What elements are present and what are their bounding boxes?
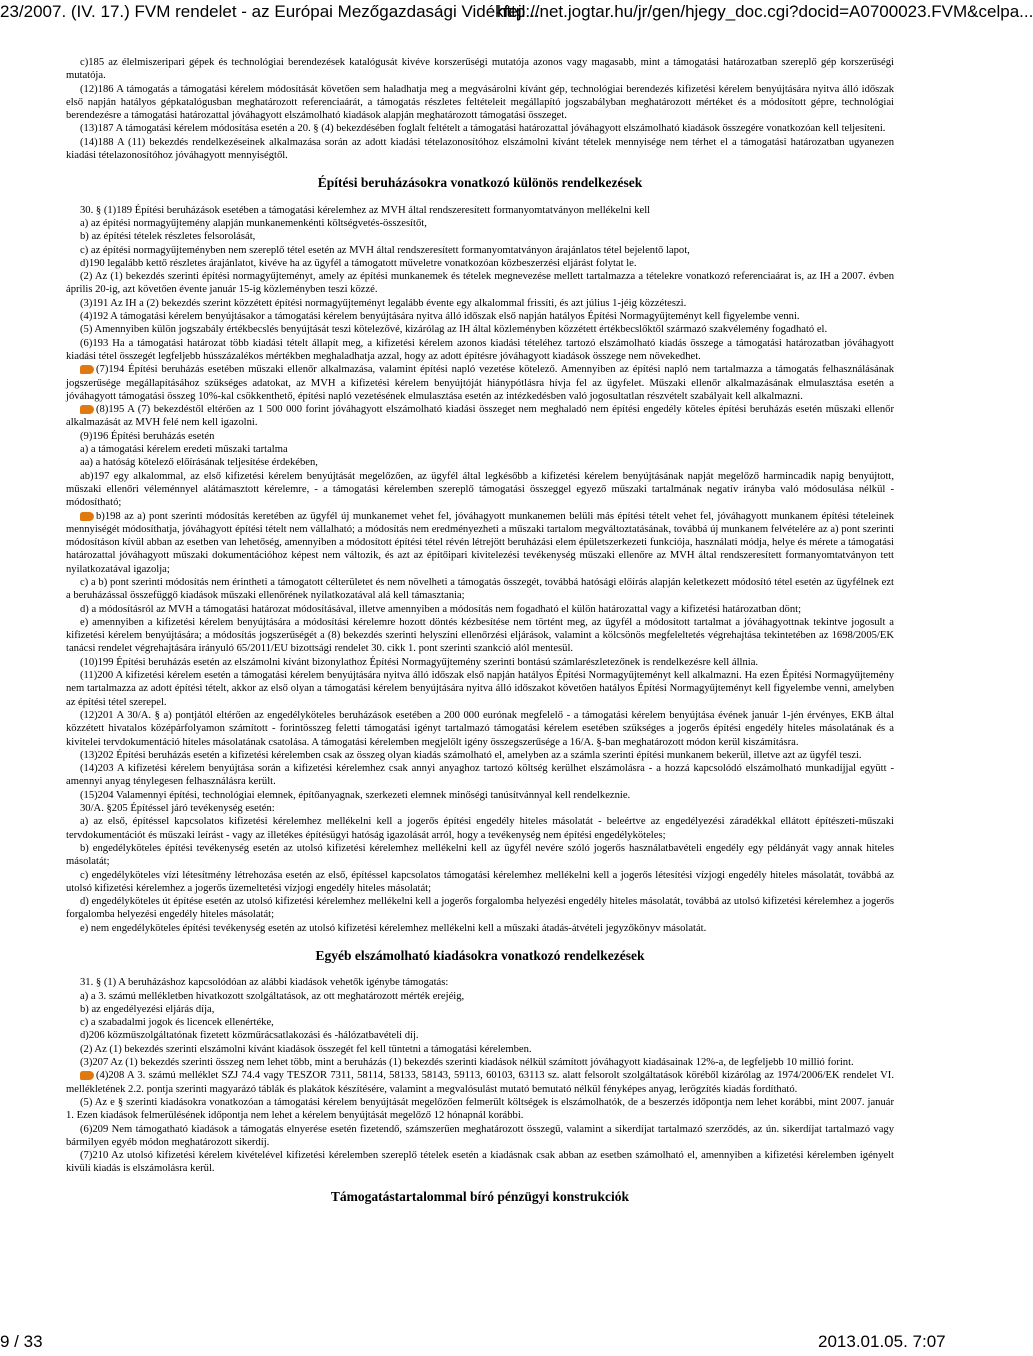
paragraph: (2) Az (1) bekezdés szerinti építési normagyűjteményt, amely az építési munkanemek és tételek megnevezése mellett tartalmazza a tételekre vonatkozó referenciaárat is, az IH a 2007. évben április 20-ig, azt követően évente január 15-ig közleményben teszi közzé. [66, 271, 894, 296]
pointing-hand-icon[interactable] [80, 512, 94, 521]
paragraph: (6)193 Ha a támogatási határozat több kiadási tételt állapít meg, a kifizetési kérelem azonos kiadási tételéhez tartozó elszámolható kiadás összege a támogatási határozatban jóváhagyott kiadási tétel összegét legfeljebb hússzázalékos mértékben meghaladhatja azzal, hogy az adott építésre jóváhagyott kiadások összege nem növekedhet. [66, 337, 894, 362]
pointing-hand-icon[interactable] [80, 405, 94, 414]
list-item: e) nem engedélyköteles építési tevékenység esetén az utolsó kifizetési kérelemhez mellékelni kell a műszaki átadás-átvételi jegyzőkönyv másolatát. [80, 922, 707, 934]
paragraph: (9)196 Építési beruházás esetén [80, 430, 215, 442]
paragraph: (15)204 Valamennyi építési, technológiai elemnek, építőanyagnak, szerkezeti elemnek minőségi tanúsítvánnyal kell rendelkeznie. [80, 789, 631, 801]
list-item: b) az engedélyezési eljárás díja, [80, 1003, 215, 1015]
paragraph: (10)199 Építési beruházás esetén az elszámolni kívánt bizonylathoz Építési Normagyűjtemény szerinti bontású számlarészletezőnek is rendelkezésre kell állnia. [80, 656, 759, 668]
list-item: b) engedélyköteles építési tevékenység esetén az utolsó kifizetési kérelemhez mellékelni kell az ügyfél nevére szóló jogerős használatbavételi engedély egy példányát vagy annak hiteles másolatát; [66, 842, 894, 868]
list-item: a) a 3. számú mellékletben hivatkozott szolgáltatások, az ott meghatározott mérték erejéig, [80, 990, 465, 1002]
paragraph-text: (8)195 A (7) bekezdéstől eltérően az 1 500 000 forint jóváhagyott elszámolható kiadási összeget nem meghaladó nem építési engedély köteles építési beruházás esetén műszaki ellenőr alkalmazását az MVH felé nem kell igazolni. [66, 404, 894, 429]
browser-header [0, 0, 1033, 24]
list-item: c) a szabadalmi jogok és licencek ellenértéke, [80, 1017, 274, 1029]
section-30: 30. § (1)189 Építési beruházások esetében a támogatási kérelemhez az MVH által rendszeresített formanyomtatványon mellékelni kell [80, 204, 651, 216]
document-title: 23/2007. (IV. 17.) FVM rendelet - az Európai Mezőgazdasági Vidékfejl... [0, 2, 540, 21]
list-item: c) a b) pont szerinti módosítás nem érintheti a támogatott célterületet és nem növelheti a támogatás összegét, továbbá hatósági előírás alapján keletkezett módosító tétel esetén az ügyfélnek ezt a beruházással összefüggő kiadások műszaki ellenőrének nyilatkozatával alá kell támasztania; [66, 576, 894, 602]
paragraph: (7)210 Az utolsó kifizetési kérelem kivételével kifizetési kérelemben szereplő tételek esetén a kiadásnak csak abban az esetben számolható el, amennyiben a kifizetési kérelemben igényelt kivüli kiadás is elszámolásra kerül. [66, 1150, 894, 1175]
print-footer [0, 1330, 960, 1356]
paragraph: (12)201 A 30/A. § a) pontjától eltérően az engedélyköteles beruházások esetében a 200 000 eurónak megfelelő - a támogatási kérelem benyújtása évének január 1-jén érvényes, EKB által közzétett hivatalos középárfolyamon számított - forintösszeg feletti támogatási igényt tartalmazó támogatási kérelem esetében szükséges a jogerős építési engedély hiteles másolatának és a kivitelei tervdokumentáció hiteles másolatának csatolása. A támogatási kérelemben megjelölt igény összegszerűsége a 16/A. §-ban meghatározott módon kerül kiszámításra. [66, 709, 894, 748]
list-item: c) engedélyköteles vízi létesítmény létrehozása esetén az első, építéssel kapcsolatos támogatási kérelemhez mellékelni kell a jogerős létesítési vízjogi engedély hiteles másolatát, továbbá az utolsó kifizetési kérelemhez a jogerős üzemeltetési vízjogi engedély hiteles másolatát; [66, 869, 894, 894]
paragraph-text: (7)194 Építési beruházás esetében műszaki ellenőr alkalmazása, valamint építési napló vezetése kötelező. Amennyiben az építési napló nem tartalmazza a támogatás felhasználásának jogszerűsége megállapításához szükséges adatokat, az MVH a kifizetési kérelem benyújtóját hiánypótlásra hívja fel az ügyfelet. Műszaki ellenőr alkalmazásának elmulasztása esetén a jóváhagyott támogatási összeg 10%-kal csökkenthető, építési napló vezetésének elmulasztása esetén az intézkedésben való jogosultatlan részvételt szabályait kell alkalmazni. [66, 364, 894, 402]
list-item: d) a módosításról az MVH a támogatási határozat módosításával, illetve amennyiben a módosítás nem fogadható el külön határozattal vagy a kifizetési határozatban dönt; [80, 603, 802, 615]
list-item: a) az építési normagyűjtemény alapján munkanemenkénti költségvetés-összesítőt, [80, 217, 427, 229]
list-item: d)190 legalább kettő részletes árajánlatot, kivéve ha az ügyfél a támogatott műveletre vonatkozóan közbeszerzési eljárást folytat le. [80, 257, 637, 269]
page-number: 9 / 33 [0, 1332, 43, 1351]
paragraph-with-marker [66, 363, 894, 403]
list-item: b) az építési tételek részletes felsorolását, [80, 231, 256, 243]
paragraph-with-marker [66, 403, 894, 430]
list-item-with-marker [66, 510, 894, 576]
section-31: 31. § (1) A beruházáshoz kapcsolódóan az alábbi kiadások vehetők igénybe támogatás: [80, 977, 449, 989]
paragraph: (3)207 Az (1) bekezdés szerinti összeg nem lehet több, mint a beruházás (1) bekezdés szerinti kiadások nélkül számított jóváhagyott kiadásainak 12%-a, de legfeljebb 10 millió forint. [80, 1057, 854, 1069]
document-body [66, 56, 894, 1217]
section-30a: 30/A. §205 Építéssel járó tevékenység esetén: [80, 803, 275, 815]
paragraph-text: (4)208 A 3. számú melléklet SZJ 74.4 vagy TESZOR 7311, 58114, 58133, 58143, 59113, 60103, 63113 sz. alatt felsorolt szolgáltatások köréből kizárólag az 1974/2006/EK rendelet VI. mellékletének 2.2. pontja szerinti magyarázó táblák és plakátok készítésére, valamint a megvalósulást mutató bemutató nélkül fényképes anyag, lerögzítés kiadás fordítható. [66, 1070, 894, 1095]
paragraph: (11)200 A kifizetési kérelem esetén a támogatási kérelem benyújtására nyitva álló időszak első napján hatályos Építési Normagyűjteményt kell alkalmazni. Ha ezen Építési Normagyűjtemény nem tartalmazza az adott építési tételt, akkor az első olyan a támogatási kérelem benyújtására nyitva álló időszakot követően hatályos Építési Normagyűjteményt kell figyelembe venni, amelyben az építési tétel szerepel. [66, 670, 894, 708]
list-item: c) az építési normagyűjteményben nem szereplő tétel esetén az MVH által rendszeresített formanyomtatványon árajánlatos tétel bejelentő lapot, [80, 244, 690, 256]
paragraph: (14)188 A (11) bekezdés rendelkezéseinek alkalmazása során az adott kiadási tételazonosítóhoz elszámolni kívánt tételek mennyisége nem térhet el a támogatási határozatban ugyanezen kiadási tételazonosítóhoz jóváhagyott mennyiségtől. [66, 136, 894, 162]
paragraph: (13)187 A támogatási kérelem módosítása esetén a 20. § (4) bekezdésében foglalt feltételt a támogatási határozattal jóváhagyott elszámolható kiadások összegére vonatkozóan kell teljesíteni. [80, 123, 886, 135]
paragraph: (3)191 Az IH a (2) bekezdés szerint közzétett építési normagyűjteményt legalább évente egy alkalommal frissíti, és azt július 1-jéig közzéteszi. [80, 297, 687, 309]
list-item: aa) a hatóság kötelező előírásának teljesítése érdekében, [80, 457, 318, 469]
document-url[interactable]: http://net.jogtar.hu/jr/gen/hjegy_doc.cgi?docid=A0700023.FVM&celpa... [497, 2, 1033, 21]
paragraph: (5) Az e § szerinti kiadásokra vonatkozóan a támogatási kérelem benyújtását megelőzően felmerült költségek is elszámolhatók, de a beszerzés időpontja nem lehet korábbi, mint 2007. január 1. Ezen kiadások felmerülésének időpontja nem lehet a kérelem benyújtását megelőző 12 hónapnál korábbi. [66, 1096, 894, 1122]
list-item: a) a támogatási kérelem eredeti műszaki tartalma [80, 444, 288, 456]
list-item: d)206 közműszolgáltatónak fizetett közműrácsatlakozási és -hálózatbavételi díj. [80, 1030, 419, 1042]
list-item: a) az első, építéssel kapcsolatos kifizetési kérelemhez mellékelni kell a jogerős építési engedély hiteles másolatát - beleértve az engedélyezési záradékkal ellátott építészeti-műszaki tervdokumentációt és műszaki leírást - vagy az illetékes építésügyi hatóság igazolását arról, hogy a tevékenység nem építési engedélyköteles; [66, 816, 894, 841]
paragraph: (14)203 A kifizetési kérelem benyújtása során a kifizetési kérelemhez csak annyi anyaghoz tartozó költség kerülhet elszámolásra - a hozzá kapcsolódó elszámolható munkadíjjal együtt - amennyi anyag ténylegesen felhasználásra került. [66, 763, 894, 788]
list-item: e) amennyiben a kifizetési kérelem benyújtására a módosítási kérelemre hozott döntés kézbesítése nem történt meg, az ügyfél a módosított tartalmat a jóváhagyottnak tekintve jogosult a kifizetési kérelem benyújtására; a módosítás jogszerűségét a (8) bekezdés szerinti helyszíni ellenőrzési eljárások, valamint a kölcsönös megfeleltetés végrehajtása tekintetében az 1698/2005/EK tanácsi rendelet végrehajtására irányuló 65/2011/EU bizottsági rendelet 30. cikk 1. pont szerinti szankció alól mentesül. [66, 616, 894, 655]
list-item: d) engedélyköteles út építése esetén az utolsó kifizetési kérelemhez mellékelni kell a jogerős forgalomba helyezési engedély hiteles másolatát, továbbá az utolsó kifizetési kérelemhez a jogerős forgalomba helyezési engedély hiteles másolatát; [66, 896, 894, 921]
paragraph: (13)202 Építési beruházás esetén a kifizetési kérelemben csak az összeg olyan kiadás számolható el, amelyben az a számla szerinti építési munkanem bekerül, illetve azt az ügyfél teszi. [80, 749, 862, 761]
paragraph: (2) Az (1) bekezdés szerinti elszámolni kívánt kiadások összegét fel kell tüntetni a támogatási kérelemben. [80, 1043, 532, 1055]
section-heading: Egyéb elszámolható kiadásokra vonatkozó rendelkezések [315, 948, 645, 963]
paragraph: (4)192 A támogatási kérelem benyújtásakor a támogatási kérelem benyújtására nyitva álló időszak első napján hatályos Építési Normagyűjteményt kell figyelembe venni. [80, 311, 800, 323]
section-heading: Építési beruházásokra vonatkozó különös rendelkezések [317, 175, 643, 191]
pointing-hand-icon[interactable] [80, 1071, 94, 1080]
paragraph-with-marker [66, 1069, 894, 1096]
print-datetime: 2013.01.05. 7:07 [818, 1332, 946, 1351]
paragraph: (6)209 Nem támogatható kiadások a támogatás elnyerése esetén fizetendő, számszerűen meghatározott összegű, valamint a sikerdíjat tartalmazó szerződés, az ún. sikerdíjat tartalmazó vagy bármilyen egyéb módon meghatározott sikerdíj. [66, 1123, 894, 1148]
paragraph: c)185 az élelmiszeripari gépek és technológiai berendezések katalógusát kivéve korszerűségi mutatója azonos vagy magasabb, mint a támogatási határozatban szereplő gép korszerűségi mutatója. [66, 57, 894, 82]
paragraph: (5) Amennyiben külön jogszabály értékbecslés benyújtását teszi kötelezővé, kizárólag az IH által közleményben közzétett értékbecslőktől származó szakvélemény fogadható el. [80, 324, 828, 336]
pointing-hand-icon[interactable] [80, 365, 94, 374]
paragraph: (12)186 A támogatás a támogatási kérelem módosítását követően sem haladhatja meg a megvásárolni kívánt gép, technológiai berendezés kifizetési kérelem benyújtására nyitva álló időszak első napján hatályos gépkatalógusban meghatározott referenciaárát, a támogatás részletes feltételeit megállapító jogszabályban meghatározott mértéket és a módosított gépre, technológiai berendezésre a támogatási határozattal jóváhagyott elszámolható kiadások alapján meghatározott támogatási összeget. [66, 83, 894, 122]
section-heading: Támogatástartalommal bíró pénzügyi konstrukciók [330, 1188, 630, 1204]
list-item: ab)197 egy alkalommal, az első kifizetési kérelem benyújtását megelőzően, az ügyfél által legkésőbb a kifizetési kérelem benyújtásának napját megelőző harmincadik napig benyújtott, műszaki ellenőri véleménnyel alátámasztott kérelemre, - a támogatási kérelemben szereplő támogatási összeggel egyező műszaki tartalmának negatív irányba való módosulása nélkül - módosítható; [66, 470, 894, 509]
list-item-text: b)198 az a) pont szerinti módosítás keretében az ügyfél új munkanemet vehet fel, jóváhagyott munkanemen belüli más építési tételt vehet fel, jóváhagyott munkanem építési tételeinek mennyiségét módosíthatja, jóváhagyott építési tételt nem vállalható; a módosítás nem eredményezheti a műszaki tartalom megváltoztatásának, továbbá új munkanem felvételére az a) pont szerinti módosításon kívül abban az esetben van lehetőség, amennyiben a módosított építési tétel révén létrejött beruházási elem épületszerkezeti funkciója, használati módja, helye és mérete a támogatási határozattal jóváhagyott műszaki dokumentációhoz képest nem változik, és azt az építőipari kivitelezési tevékenység műszaki ellenőre az MVH által rendszeresített formanyomtatványon tett nyilatkozatával igazolja; [66, 510, 894, 575]
